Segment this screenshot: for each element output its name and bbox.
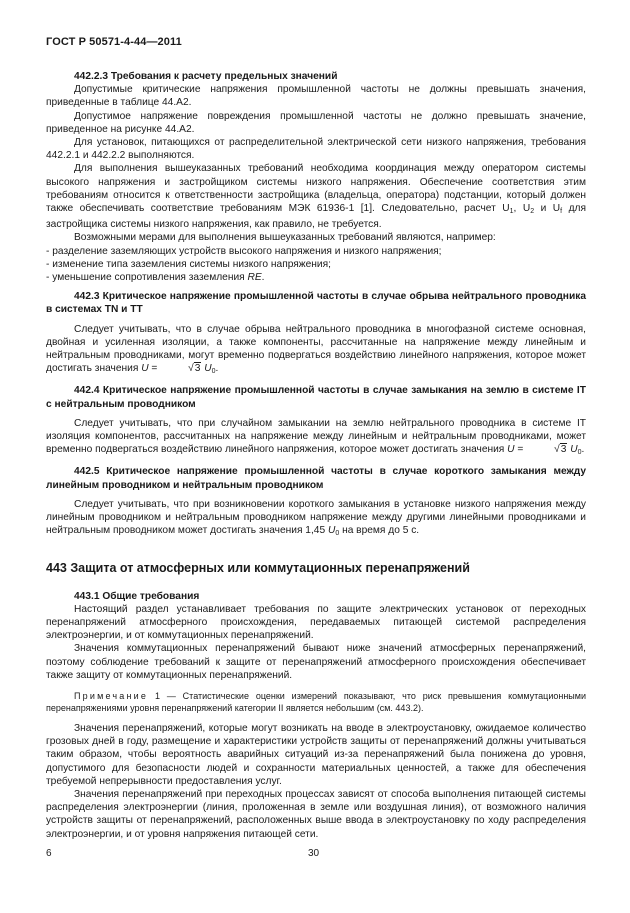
paragraph: Значения перенапряжений, которые могут возникать на вводе в электроустановку, ожидаемое количество грозовых дней в году, размещение и характеристики устройств защиты от перенапряжений должны учитываться таким образом, чтобы вероятность аварийных ситуаций из-за перенапряжений была понижена до уровня, допустимого для безопасности людей и сохранности материальных ценностей, а также для обеспечения требуемой непрерывности предоставления услуг. bbox=[46, 722, 586, 787]
paragraph: Следует учитывать, что в случае обрыва нейтрального проводника в многофазной системе основная, двойная и усиленная изоляции, а также компоненты, рассчитанные на напряжение между линейным и нейтральным проводниками, могут временно подвергаться воздействию линейного напряжения, которое может достигать значения U = √3 $U_0$. bbox=[46, 323, 586, 376]
paragraph: Следует учитывать, что при случайном замыкании на землю нейтрального проводника в системе IT изоляция компонентов, рассчитанных на напряжение между линейным и нейтральным проводниками, может временно подвергаться воздействию линейного напряжения, которое может достигать значения U = √3 $U_0$. bbox=[46, 417, 586, 457]
section-heading-442-3: 442.3 Критическое напряжение промышленной частоты в случае обрыва нейтрального проводника в системах TN и TT bbox=[46, 291, 586, 316]
document-page bbox=[46, 36, 586, 841]
list-item: - уменьшение сопротивления заземления RE. bbox=[46, 272, 265, 284]
section-heading-443: 443 Защита от атмосферных или коммутационных перенапряжений bbox=[46, 560, 470, 575]
section-heading-443-1: 443.1 Общие требования bbox=[74, 590, 200, 602]
document-header: ГОСТ Р 50571-4-44—2011 bbox=[46, 36, 182, 48]
paragraph: Допустимые критические напряжения промышленной частоты не должны превышать значения, приведенные в таблице 44.А2. bbox=[46, 84, 586, 109]
section-heading-442-4: 442.4 Критическое напряжение промышленной частоты в случае замыкания на землю в системе IT с нейтральным проводником bbox=[46, 385, 586, 410]
note: Примечание 1 — Статистические оценки измерений показывают, что риск превышения коммутационными перенапряжениями уровня перенапряжений категории II является небольшим (см. 443.2). bbox=[46, 690, 586, 713]
sqrt-symbol: √3 bbox=[188, 363, 201, 375]
section-heading-442-5: 442.5 Критическое напряжение промышленной частоты в случае короткого замыкания между линейным проводником и нейтральным проводником bbox=[46, 466, 586, 491]
sqrt-symbol: √3 bbox=[554, 444, 567, 456]
paragraph: Возможными мерами для выполнения вышеуказанных требований являются, например: bbox=[74, 232, 496, 244]
paragraph: Следует учитывать, что при возникновении короткого замыкания в установке низкого напряжения между линейным проводником и нейтральным проводником напряжение между другими линейными проводниками и нейтральным проводником может достигать значения 1,45 $U_0$ на время до 5 с. bbox=[46, 498, 586, 538]
page-number-left: 6 bbox=[46, 848, 52, 859]
paragraph: Настоящий раздел устанавливает требования по защите электрических установок от переходных перенапряжений атмосферного происхождения, передаваемых питающей системой распределения электроэнергии, и от коммутационных перенапряжений. bbox=[46, 603, 586, 642]
section-heading-442-2-3: 442.2.3 Требования к расчету предельных значений bbox=[74, 71, 338, 82]
list-item: - изменение типа заземления системы низкого напряжения; bbox=[46, 258, 331, 270]
paragraph: Для выполнения вышеуказанных требований необходима координация между оператором системы высокого напряжения и застройщиком системы низкого напряжения. Обеспечение соответствия этим требованиям относится к ответственности застройщика (владельца, оператора) подстанции, который должен также обеспечивать соответствие требованиям МЭК 61936-1 [1]. Следовательно, расчет $U_1$, $U_2$ и $U_f$ для застройщика системы низкого напряжения, как правило, не требуется. bbox=[46, 163, 586, 231]
paragraph: Значения коммутационных перенапряжений бывают ниже значений атмосферных перенапряжений, поэтому соблюдение требований к защите от перенапряжений атмосферного происхождения обеспечивает также защиту от коммутационных перенапряжений. bbox=[46, 643, 586, 681]
paragraph: Для установок, питающихся от распределительной электрической сети низкого напряжения, требования 442.2.1 и 442.2.2 выполняются. bbox=[46, 137, 586, 162]
list-item: - разделение заземляющих устройств высокого напряжения и низкого напряжения; bbox=[46, 245, 442, 257]
paragraph: Значения перенапряжений при переходных процессах зависят от способа выполнения питающей системы распределения электроэнергии (линия, проложенная в земле или воздушная линия), от возможного наличия устройств защиты от перенапряжений, расположенных выше ввода в электроустановку по ходу распределения электроэнергии, и от уровня напряжения питающей сети. bbox=[46, 788, 586, 840]
page-number-center: 30 bbox=[308, 848, 320, 859]
paragraph: Допустимое напряжение повреждения промышленной частоты не должно превышать значение, приведенное на рисунке 44.А2. bbox=[46, 110, 586, 135]
